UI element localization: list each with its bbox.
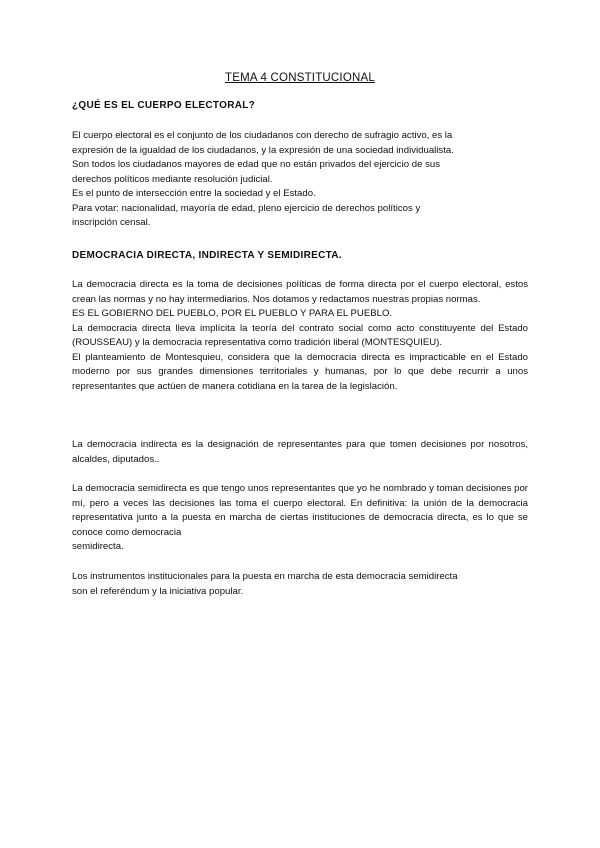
text-line: derechos políticos mediante resolución judicial. <box>72 173 273 185</box>
section-heading-cuerpo-electoral: ¿QUÉ ES EL CUERPO ELECTORAL? <box>72 100 256 111</box>
montesquieu-text: El planteamiento de Montesquieu, considera que la democracia directa es impracticable en el Estado moderno por sus grandes dimensiones territoriales y humanas, por lo que debe recurrir a unos representantes que actúen de manera cotidiana en la tarea de la legislación. <box>72 351 528 392</box>
document-title: TEMA 4 CONSTITUCIONAL <box>225 72 375 84</box>
direct-definition-text: La democracia directa es la toma de decisiones políticas de forma directa por el cuerpo electoral, estos crean las normas y no hay intermediarios. Nos dotamos y redactamos nuestras propias normas. <box>72 279 528 305</box>
paragraph-democracia-directa <box>72 278 528 394</box>
text-line: Para votar: nacionalidad, mayoría de edad, pleno ejercicio de derechos políticos y <box>72 202 421 214</box>
semidirect-tail-text: semidirecta. <box>72 541 124 552</box>
text-line: Son todos los ciudadanos mayores de edad que no están privados del ejercicio de sus <box>72 159 440 170</box>
section-heading-democracia: DEMOCRACIA DIRECTA, INDIRECTA Y SEMIDIRECTA. <box>72 250 342 261</box>
text-line: inscripción censal. <box>72 217 151 228</box>
text-line: El cuerpo electoral es el conjunto de los ciudadanos con derecho de sufragio activo, es la <box>72 130 453 141</box>
indirect-text: La democracia indirecta es la designación de representantes para que tomen decisiones por nosotros, alcaldes, diputados.. <box>72 439 528 465</box>
text-line: Es el punto de intersección entre la sociedad y el Estado. <box>72 188 316 199</box>
text-line: Los instrumentos institucionales para la puesta en marcha de esta democracia semidirecta <box>72 571 458 582</box>
semidirect-text: La democracia semidirecta es que tengo unos representantes que yo he nombrado y toman decisiones por mí, pero a veces las decisiones las toma el cuerpo electoral. En definitiva: la unión de la democracia representativa junto a la puesta en marcha de ciertas instituciones de democracia directa, es lo que se conoce como democracia <box>72 483 528 538</box>
paragraph-cuerpo-electoral <box>72 129 528 231</box>
text-line: expresión de la igualdad de los ciudadanos, y la expresión de una sociedad individualista. <box>72 144 454 156</box>
paragraph-instrumentos <box>72 570 528 599</box>
social-contract-text: La democracia directa lleva implícita la teoría del contrato social como acto constituyente del Estado (ROUSSEAU) y la democracia representativa como tradición liberal (MONTESQUIEU). <box>72 322 528 348</box>
text-line: son el referéndum y la iniciativa popular. <box>72 585 244 597</box>
paragraph-democracia-indirecta <box>72 438 528 467</box>
paragraph-democracia-semidirecta <box>72 482 528 555</box>
motto-text: ES EL GOBIERNO DEL PUEBLO, POR EL PUEBLO Y PARA EL PUEBLO. <box>72 308 393 319</box>
